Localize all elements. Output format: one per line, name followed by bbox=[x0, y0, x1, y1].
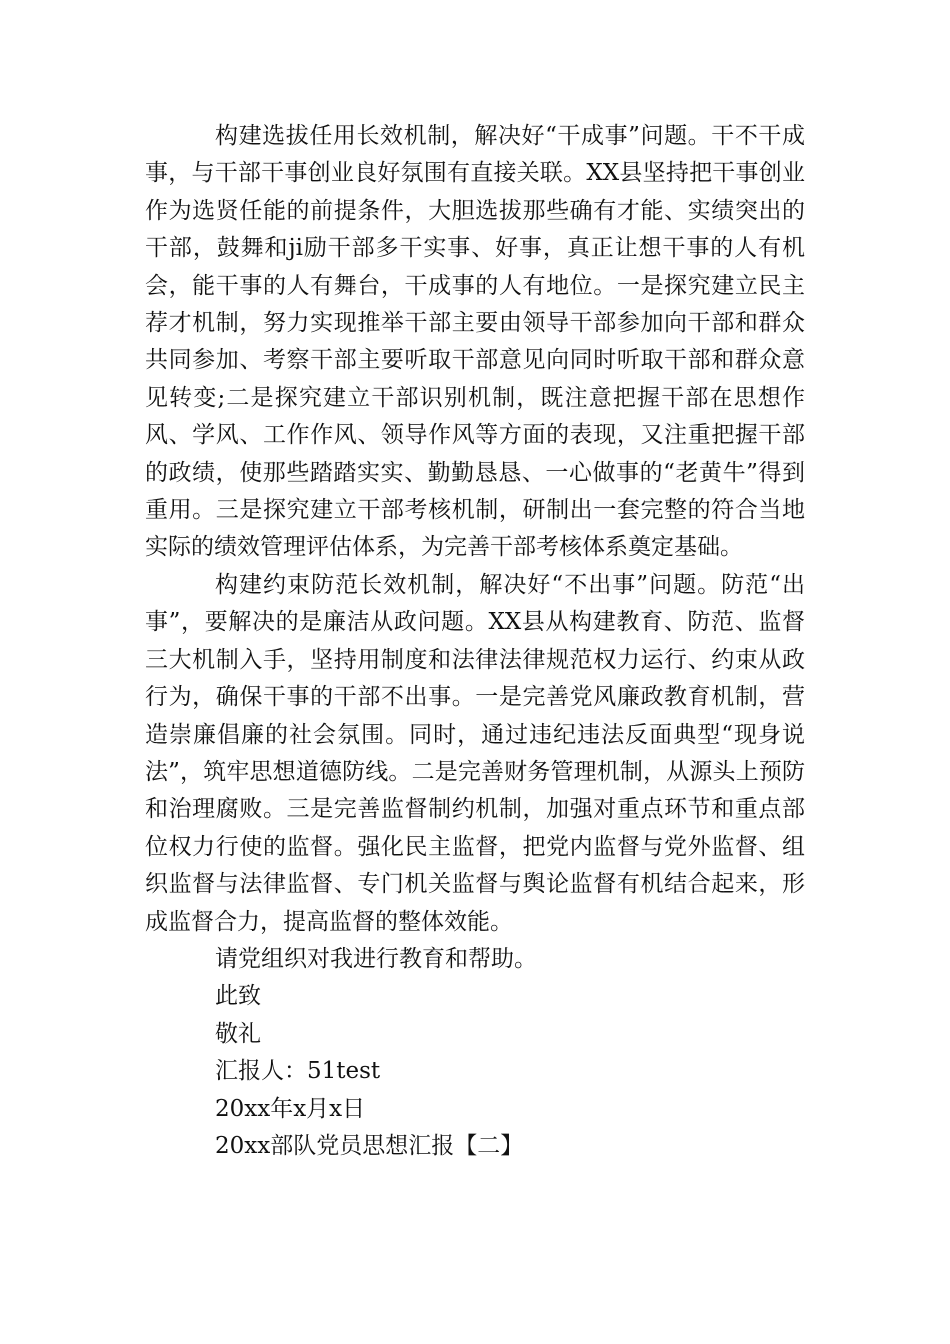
salutation-line-1: 此致 bbox=[215, 983, 261, 1010]
next-section-title: 20xx部队党员思想汇报【二】 bbox=[215, 1132, 524, 1159]
reporter-signature: 汇报人：51test bbox=[215, 1058, 381, 1085]
salutation-line-2: 敬礼 bbox=[215, 1020, 261, 1047]
document-page bbox=[145, 118, 805, 1165]
body-paragraph-2: 构建约束防范长效机制，解决好“不出事”问题。防范“出事”，要解决的是廉洁从政问题。XX县从构建教育、防范、监督三大机制入手，坚持用制度和法律法律规范权力运行、约束从政行为，确保干事的干部不出事。一是完善党风廉政教育机制，营造崇廉倡廉的社会氛围。同时，通过违纪违法反面典型“现身说法”，筑牢思想道德防线。二是完善财务管理机制，从源头上预防和治理腐败。三是完善监督制约机制，加强对重点环节和重点部位权力行使的监督。强化民主监督，把党内监督与党外监督、组织监督与法律监督、专门机关监督与舆论监督有机结合起来，形成监督合力，提高监督的整体效能。 bbox=[145, 571, 805, 935]
closing-request: 请党组织对我进行教育和帮助。 bbox=[215, 945, 537, 972]
body-paragraph-1: 构建选拔任用长效机制，解决好“干成事”问题。干不干成事，与干部干事创业良好氛围有直接关联。XX县坚持把干事创业作为选贤任能的前提条件，大胆选拔那些确有才能、实绩突出的干部，鼓舞和ji励干部多干实事、好事，真正让想干事的人有机会，能干事的人有舞台，干成事的人有地位。一是探究建立民主荐才机制，努力实现推举干部主要由领导干部参加向干部和群众共同参加、考察干部主要听取干部意见向同时听取干部和群众意见转变;二是探究建立干部识别机制，既注意把握干部在思想作风、学风、工作作风、领导作风等方面的表现，又注重把握干部的政绩，使那些踏踏实实、勤勤恳恳、一心做事的“老黄牛”得到重用。三是探究建立干部考核机制，研制出一套完整的符合当地实际的绩效管理评估体系，为完善干部考核体系奠定基础。 bbox=[145, 123, 805, 561]
report-date: 20xx年x月x日 bbox=[215, 1095, 366, 1122]
